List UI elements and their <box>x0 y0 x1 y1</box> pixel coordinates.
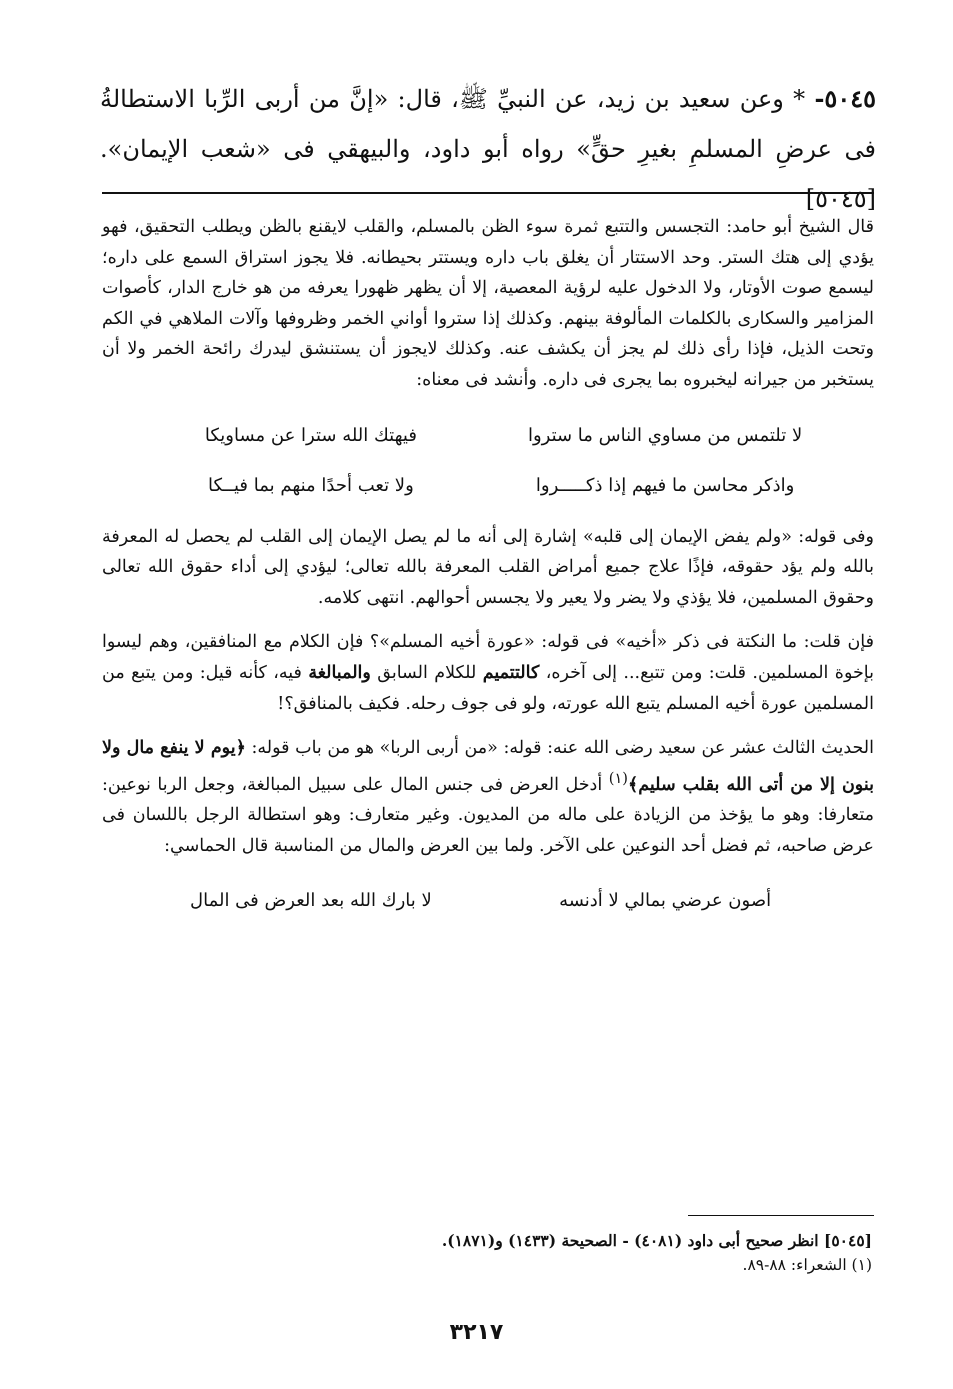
footnote-ref: (١) <box>608 769 628 787</box>
hadith-body: * وعن سعيد بن زيد، عن النبيِّ ﷺ، قال: «إنَّ من أربى الرِّبا الاستطالةُ فى عرضِ المسلمِ بغيرِ حقٍّ» رواه أبو داود، والبيهقي فى «شعب الإيمان». [٥٠٤٥] <box>100 85 876 213</box>
commentary-paragraph <box>102 627 874 719</box>
emphasis-term: والمبالغة <box>308 662 371 683</box>
hadith-number: ٥٠٤٥- <box>814 84 876 113</box>
verse-second-hemistich: لا بارك الله بعد العرض فى المال <box>190 890 432 912</box>
footnote-hadith-ref: [٥٠٤٥] انظر صحيح أبى داود (٤٠٨١) - الصحيحة (١٤٣٣) و(١٨٧١). <box>441 1231 872 1250</box>
verse-second-hemistich: ولا تعب أحدًا منهم بما فيــكا <box>208 474 414 496</box>
text-run: فإن قلت: ما النكتة فى ذكر «أخيه» فى قوله: «عورة أخيه المسلم»؟ فإن الكلام مع المنافقين، وهم ليسوا بإخوة المسلمين. قلت: ومن تتبع... إلى آخره، <box>102 632 875 683</box>
commentary-paragraph <box>102 733 874 861</box>
footnotes <box>102 1228 872 1278</box>
commentary-paragraph: قال الشيخ أبو حامد: التجسس والتتبع ثمرة سوء الظن بالمسلم، والقلب لايقنع بالظن ويطلب التحقيق، فهو يؤدي إلى هتك الستر. وحد الاستتار أن يغلق باب داره ويستتر بحيطانه. فلا يجوز استراق السمع على داره؛ ليسمع صوت الأوتار، ولا الدخول عليه لرؤية المعصية، إلا أن يظهر ظهورا يعرفه من هو خارج الدار، كأصوات المزامير والسكارى بالكلمات المألوفة بينهم. وكذلك إذا ستروا أواني الخمر وظروفها وآلات الملاهي في الكم وتحت الذيل، فإذا رأى ذلك لم يجز أن يكشف عنه. وكذلك لايجوز أن يستنشق ليدرك رائحة الخمر ولا أن يستخبر من جيرانه ليخبروه بما يجرى فى داره. وأنشد فى معناه: <box>102 217 875 390</box>
emphasis-term: كالتتميم <box>482 662 540 683</box>
verse-first-hemistich: لا تلتمس من مساوي الناس ما ستروا <box>527 424 803 446</box>
section-divider <box>102 192 874 194</box>
text-run: الحديث الثالث عشر عن سعيد رضى الله عنه: قوله: «من أربى الربا» هو من باب قوله: <box>245 738 874 759</box>
text-run: للكلام السابق <box>370 662 483 683</box>
hadith-text <box>100 74 876 224</box>
verse-first-hemistich: واذكر محاسن ما فيهم إذا ذكـــــروا <box>535 474 795 496</box>
text-run: فيه، كأنه قيل: ومن يتبع من المسلمين عورة أخيه المسلم يتبع الله عورته، ولو فى جوف رحله. فكيف بالمنافق؟! <box>102 662 874 714</box>
commentary-paragraph: وفى قوله: «ولم يفض الإيمان إلى قلبه» إشارة إلى أنه ما لم يصل الإيمان إلى القلب لم يحصل له المعرفة بالله ولم يؤد حقوقه، فإذًا علاج جميع أمراض القلب المعرفة بالله تعالى؛ ليؤدي إلى أداء حقوق الله تعالى وحقوق المسلمين، فلا يؤذي ولا يضر ولا يعير ولا يجسس أحوالهم. انتهى كلامه. <box>102 526 874 608</box>
page-number: ٣٢١٧ <box>449 1320 504 1345</box>
verse-first-hemistich: أصون عرضي بمالي لا أدنسه <box>559 890 772 912</box>
footnote-divider <box>688 1215 874 1216</box>
footnote-quran-ref: (١) الشعراء: ٨٨-٨٩. <box>742 1256 872 1274</box>
poem-verse <box>166 464 810 508</box>
poem-verse <box>166 414 810 458</box>
quran-verse: ﴿يوم لا ينفع مال ولا بنون إلا من أتى الله بقلب سليم﴾ <box>102 738 874 795</box>
text-run: أدخل العرض فى جنس المال على سبيل المبالغة، وجعل الربا نوعين: متعارفا: وهو ما يؤخذ من الزيادة على ماله من المديون. وغير متعارف: وهو استطالة الرجل باللسان فى عرض صاحبه، ثم فضل أحد النوعين على الآخر. ولما بين العرض والمال من المناسبة قال الحماسي: <box>102 774 874 856</box>
verse-second-hemistich: فيهتك الله سترا عن مساويكا <box>204 424 417 446</box>
poem-verse <box>166 879 810 923</box>
commentary <box>102 212 874 923</box>
